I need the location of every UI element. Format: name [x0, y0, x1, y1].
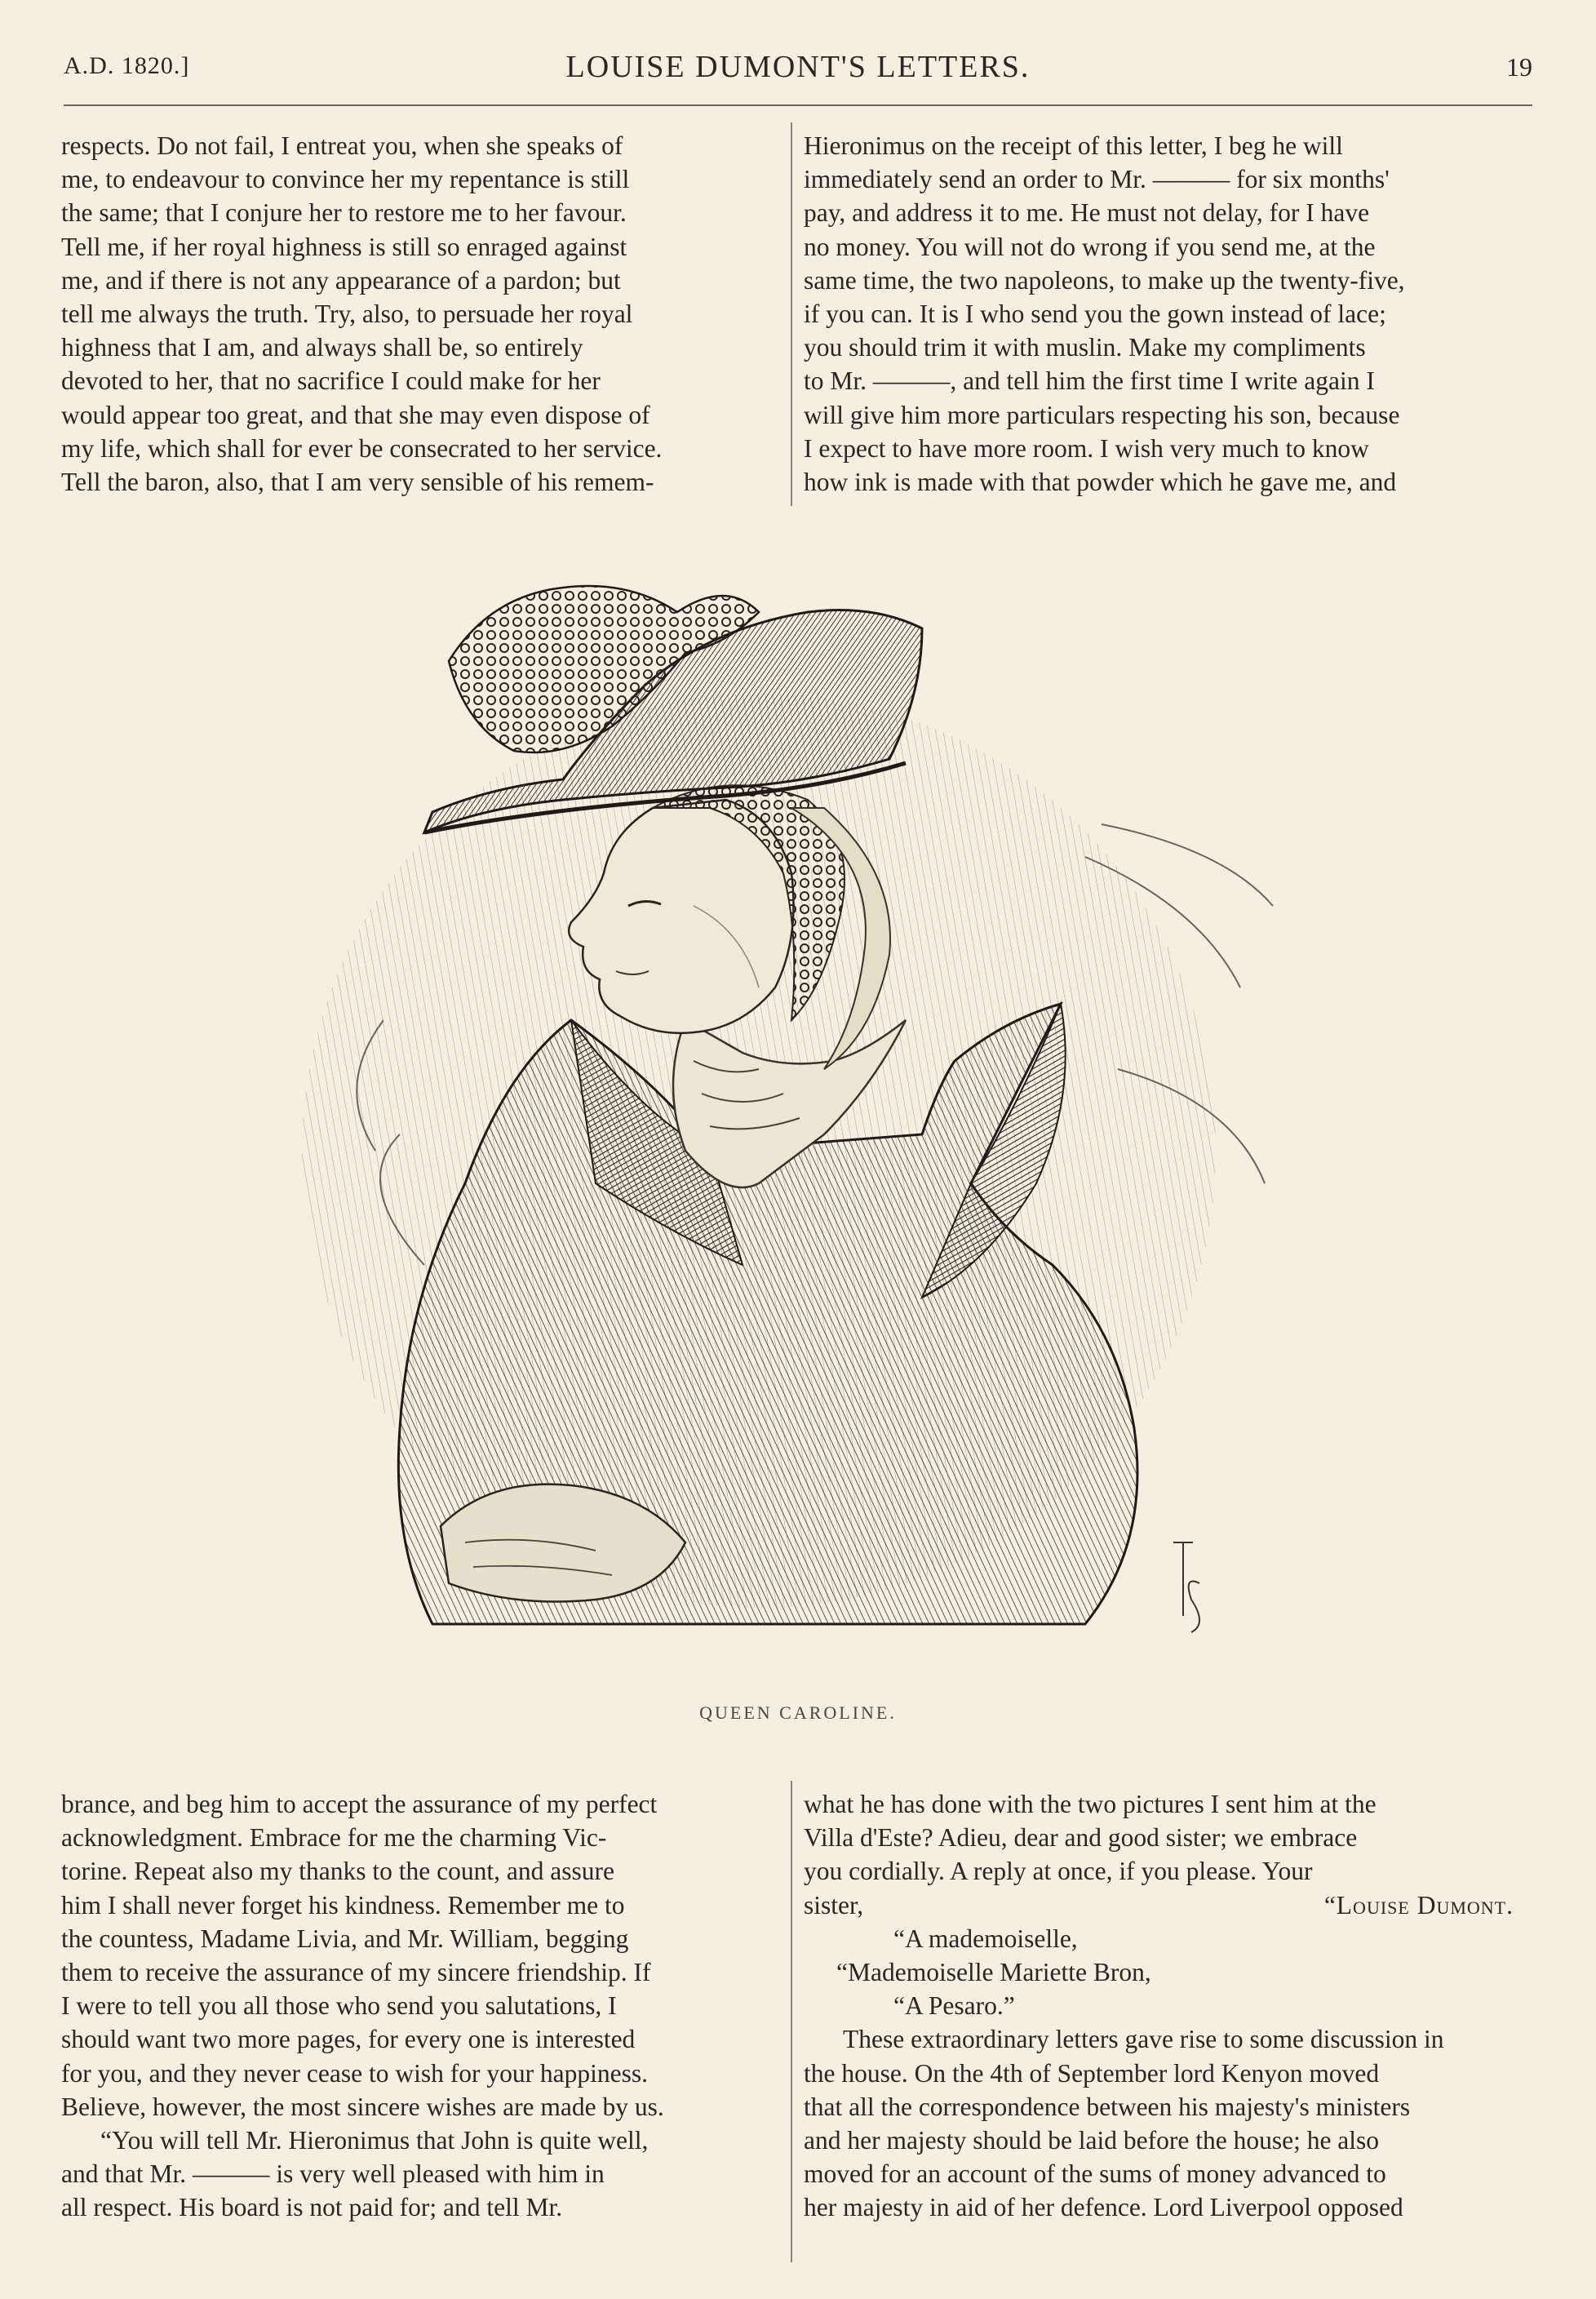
text-line: highness that I am, and always shall be, so entirely: [61, 333, 583, 362]
text-line: brance, and beg him to accept the assurance of my perfect: [61, 1790, 658, 1818]
text-line: acknowledgment. Embrace for me the charming Vic-: [61, 1823, 607, 1853]
text-line: all respect. His board is not paid for; and tell Mr.: [61, 2193, 563, 2222]
header-title: LOUISE DUMONT'S LETTERS.: [565, 50, 1031, 84]
text-line: that all the correspondence between his majesty's ministers: [804, 2092, 1411, 2121]
top-left-column: [61, 129, 779, 499]
bottom-right-column: [804, 1787, 1522, 2225]
text-line: and her majesty should be laid before the house; he also: [804, 2126, 1380, 2155]
text-line: what he has done with the two pictures I sent him at the: [804, 1790, 1377, 1818]
text-line: I were to tell you all those who send you salutations, I: [61, 1991, 617, 2021]
column-divider: [791, 122, 792, 506]
text-line: Tell me, if her royal highness is still so enraged against: [61, 232, 627, 261]
artist-monogram: [1173, 1542, 1199, 1632]
text-line: if you can. It is I who send you the gown instead of lace;: [804, 300, 1386, 329]
text-line: me, and if there is not any appearance of a pardon; but: [61, 265, 621, 295]
header-date: A.D. 1820.]: [64, 52, 190, 79]
text-line: respects. Do not fail, I entreat you, when she speaks of: [61, 131, 623, 160]
top-right-column: [804, 129, 1522, 499]
text-line: Believe, however, the most sincere wishes are made by us.: [61, 2092, 664, 2121]
text-line: to Mr. ———, and tell him the first time I write again I: [804, 366, 1375, 396]
header-rule: [64, 104, 1532, 106]
text-line: should want two more pages, for every one is interested: [61, 2025, 636, 2054]
column-divider: [791, 1781, 792, 2262]
text-line: tell me always the truth. Try, also, to persuade her royal: [61, 300, 633, 329]
bottom-left-column: [61, 1787, 779, 2225]
text-line: moved for an account of the sums of money advanced to: [804, 2159, 1386, 2189]
signature-lead: sister,: [804, 1890, 864, 1920]
text-line: torine. Repeat also my thanks to the count, and assure: [61, 1857, 614, 1886]
signature: “Louise Dumont.: [1323, 1890, 1514, 1920]
signature-line: [804, 1888, 1522, 1922]
text-line: me, to endeavour to convince her my repentance is still: [61, 165, 630, 194]
portrait-engraving: [302, 563, 1294, 1689]
text-line: them to receive the assurance of my sincere friendship. If: [61, 1958, 651, 1987]
text-line: devoted to her, that no sacrifice I could make for her: [61, 366, 601, 396]
text-line: you should trim it with muslin. Make my compliments: [804, 333, 1366, 362]
text-line: same time, the two napoleons, to make up the twenty-five,: [804, 265, 1405, 295]
text-line: the countess, Madame Livia, and Mr. William, begging: [61, 1924, 629, 1953]
text-line: no money. You will not do wrong if you send me, at the: [804, 232, 1376, 261]
text-line: Villa d'Este? Adieu, dear and good sister; we embrace: [804, 1823, 1358, 1853]
text-line: Hieronimus on the receipt of this letter, I beg he will: [804, 131, 1343, 160]
text-line: pay, and address it to me. He must not delay, for I have: [804, 198, 1370, 228]
address-line: “Mademoiselle Mariette Bron,: [836, 1958, 1151, 1987]
text-line: Tell the baron, also, that I am very sensible of his remem-: [61, 468, 654, 497]
figure-caption: QUEEN CAROLINE.: [699, 1702, 897, 1723]
text-line: how ink is made with that powder which he gave me, and: [804, 468, 1397, 497]
text-line: would appear too great, and that she may even dispose of: [61, 400, 650, 429]
text-line: you cordially. A reply at once, if you please. Your: [804, 1857, 1313, 1886]
text-line: These extraordinary letters gave rise to some discussion in: [843, 2025, 1444, 2054]
text-line: for you, and they never cease to wish for your happiness.: [61, 2058, 649, 2088]
text-line: the house. On the 4th of September lord Kenyon moved: [804, 2058, 1380, 2088]
page-number: 19: [1506, 52, 1532, 82]
address-line: “A mademoiselle,: [893, 1924, 1078, 1953]
text-line: will give him more particulars respecting his son, because: [804, 400, 1400, 429]
text-line: “You will tell Mr. Hieronimus that John is quite well,: [100, 2126, 649, 2155]
address-line: “A Pesaro.”: [893, 1991, 1015, 2021]
text-line: immediately send an order to Mr. ——— for six months': [804, 165, 1390, 194]
text-line: and that Mr. ——— is very well pleased with him in: [61, 2159, 605, 2189]
text-line: the same; that I conjure her to restore me to her favour.: [61, 198, 627, 228]
text-line: her majesty in aid of her defence. Lord Liverpool opposed: [804, 2193, 1403, 2222]
text-line: him I shall never forget his kindness. Remember me to: [61, 1890, 625, 1920]
text-line: I expect to have more room. I wish very much to know: [804, 433, 1369, 463]
text-line: my life, which shall for ever be consecrated to her service.: [61, 433, 663, 463]
running-header: [64, 47, 1532, 96]
